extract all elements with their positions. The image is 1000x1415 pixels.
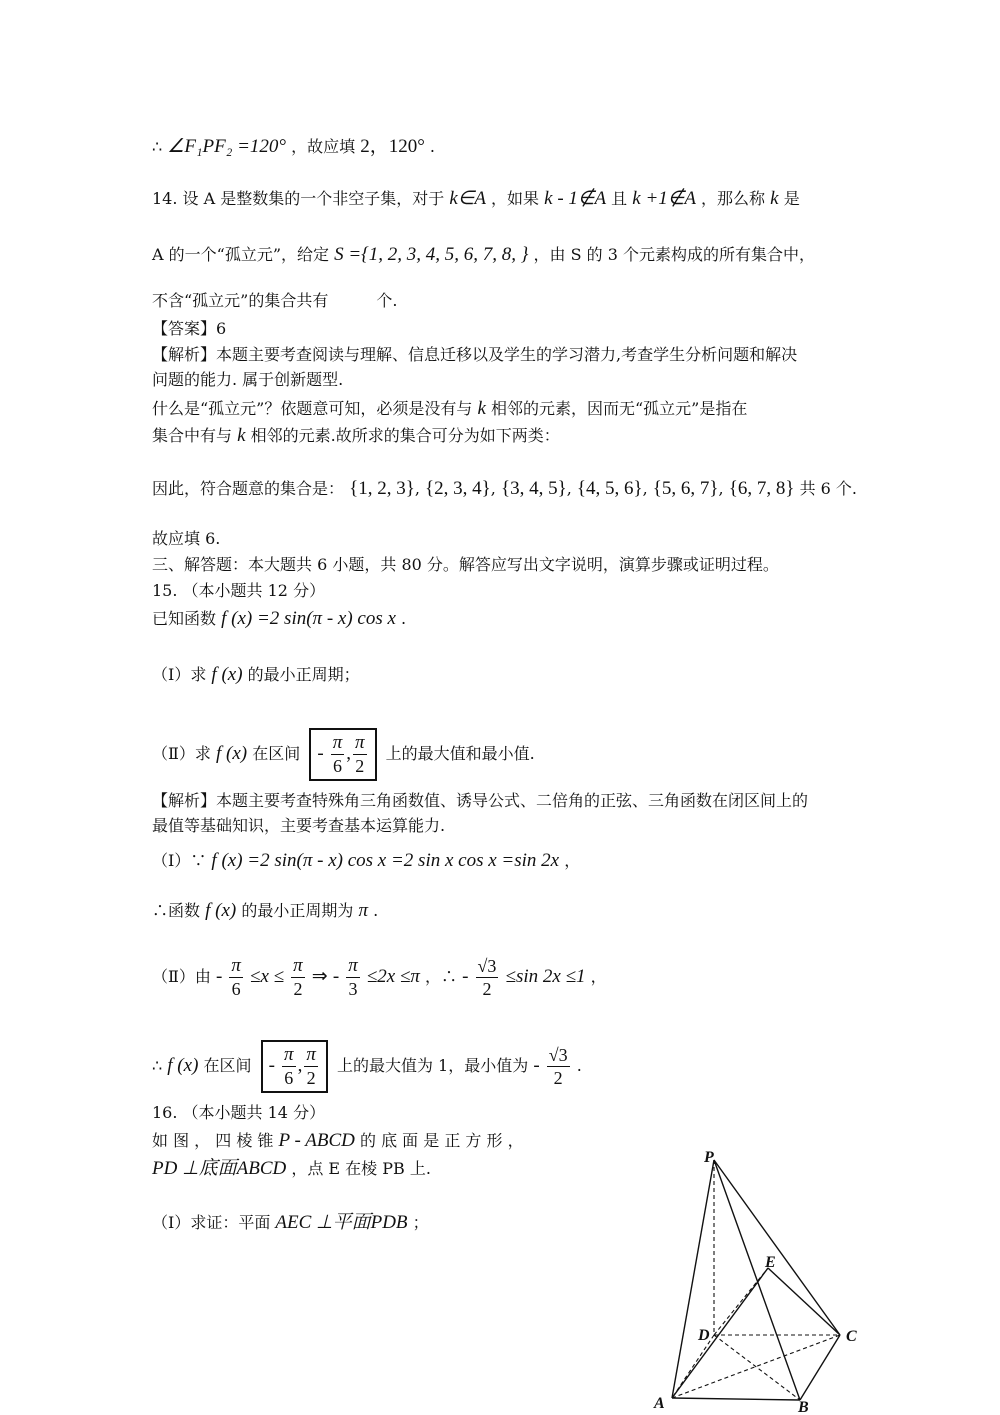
q14-text: ，那么称: [701, 189, 766, 208]
fill-text: ，故应填: [291, 137, 356, 156]
edge-pa: [672, 1160, 714, 1398]
pyramid-figure: [640, 1140, 880, 1415]
label-c: C: [846, 1328, 857, 1345]
denominator: 3: [348, 979, 358, 999]
minus-sign: -: [215, 966, 223, 987]
set-6-elements: 6, 7, 8: [737, 478, 786, 499]
interval-bracket: [261, 1040, 328, 1093]
edge-de-hidden: [714, 1268, 768, 1335]
question-15-heading: 15. （本小题共 12 分）: [152, 581, 326, 600]
sol-math-fx: f (x): [205, 900, 237, 921]
label-p: P: [704, 1149, 714, 1166]
math-k: k: [477, 398, 486, 419]
edge-pb: [714, 1160, 800, 1400]
fraction-pi-3: [346, 955, 360, 1000]
what-line-1: [152, 398, 747, 420]
edge-db-hidden: [714, 1335, 800, 1400]
sets-line: 因此，符合题意的集合是： {1, 2, 3}, {2, 3, 4}, {3, 4, 5}, {4, 5, 6}, {5, 6, 7}, {6, 7, 8} 共 6 个.: [152, 478, 858, 499]
label-e: E: [765, 1254, 776, 1271]
fill-6-line: 故应填 6.: [152, 529, 221, 548]
solution-period: [152, 900, 378, 922]
q14-math-k-in-a: k∈A: [449, 188, 486, 209]
question-14-line-2: [152, 244, 815, 266]
denominator: 2: [293, 979, 303, 999]
q16-text: 的 底 面 是 正 方 形 ，: [359, 1131, 524, 1150]
edge-ab: [672, 1398, 800, 1400]
denominator: 2: [482, 979, 492, 999]
period: .: [429, 137, 436, 156]
numerator: π: [284, 1044, 294, 1065]
q16-math-planes: AEC ⊥平面PDB: [275, 1212, 408, 1233]
set-3-elements: 3, 4, 5: [510, 478, 558, 499]
angle-expression: ∠F₁PF₂ =120°: [167, 136, 287, 157]
set-2: {2, 3, 4}: [425, 478, 491, 499]
question-15-part-1: [152, 664, 360, 686]
minus-sign: -: [462, 966, 469, 987]
q14-text: 且: [611, 189, 628, 208]
q15-text: 上的最大值和最小值.: [385, 744, 535, 763]
section-3-heading: 三、解答题：本大题共 6 小题，共 80 分。解答应写出文字说明，演算步骤或证明过程。: [152, 555, 779, 574]
set-5-elements: 5, 6, 7: [661, 478, 710, 499]
q14-text: 是: [783, 189, 800, 208]
numerator: π: [306, 1044, 316, 1065]
minus-sign: -: [332, 966, 340, 987]
fraction-pi-6: [282, 1044, 296, 1089]
q14-math-k: k: [770, 188, 779, 209]
numerator: π: [332, 732, 343, 753]
question-16-heading: 16. （本小题共 14 分）: [152, 1103, 326, 1122]
fill-answer: 2，120°: [360, 136, 425, 157]
edge-da-hidden: [672, 1335, 714, 1398]
sol-text: ，∴: [425, 967, 458, 986]
fraction-pi-6: [331, 732, 345, 777]
label-b: B: [798, 1399, 809, 1415]
interval-bracket: [309, 728, 376, 781]
solution-part-2: [152, 955, 607, 1000]
period: .: [576, 1056, 582, 1075]
denominator: 2: [306, 1068, 316, 1088]
period: .: [401, 609, 407, 628]
math-k: k: [237, 425, 246, 446]
what-text: 集合中有与: [152, 426, 233, 445]
edge-bc: [800, 1335, 840, 1400]
q15-function-math: f (x) =2 sin(π - x) cos x: [221, 608, 396, 629]
comma: ,: [297, 1055, 303, 1076]
q15-text: 已知函数: [152, 609, 217, 628]
fraction-pi-6: [229, 955, 243, 1000]
denominator: 2: [553, 1068, 563, 1088]
what-line-2: [152, 425, 560, 447]
set-1-elements: 1, 2, 3: [358, 478, 406, 499]
q15-text: 在区间: [252, 744, 301, 763]
fraction-sqrt3-2: [547, 1044, 570, 1089]
q16-text: （Ⅰ）求证：平面: [152, 1213, 271, 1232]
q15-text: 的最小正周期；: [247, 665, 360, 684]
fraction-pi-2: [304, 1044, 318, 1089]
answer-line: 【答案】6: [152, 319, 227, 338]
denominator: 6: [284, 1068, 294, 1088]
sol-text: ，: [590, 967, 607, 986]
numerator: √3: [477, 956, 497, 976]
numerator: √3: [548, 1045, 568, 1065]
sets-prefix: 因此，符合题意的集合是：: [152, 479, 345, 498]
period: .: [373, 901, 379, 920]
sol-math-fx: f (x): [167, 1055, 199, 1076]
sets-suffix: 共 6 个.: [799, 479, 858, 498]
what-text: 相邻的元素.故所求的集合可分为如下两类：: [250, 426, 560, 445]
fraction-pi-2: [291, 955, 305, 1000]
q14-math-k-plus: k +1∉A: [632, 188, 696, 209]
q16-text: 如 图 ， 四 棱 锥: [152, 1131, 274, 1150]
sol-text: 在区间: [203, 1056, 252, 1075]
question-14-line-1: [152, 188, 800, 210]
q16-text: ，点 E 在棱 PB 上.: [291, 1159, 431, 1178]
q16-math-perp: PD ⊥底面ABCD: [152, 1158, 287, 1179]
inequality: ≤2x ≤π: [366, 966, 420, 987]
q15-text: （Ⅰ）求: [152, 665, 207, 684]
q14-set-s: S ={1, 2, 3, 4, 5, 6, 7, 8, }: [334, 244, 529, 265]
question-14-line-3: 不含“孤立元”的集合共有 个.: [152, 291, 398, 310]
sol-text: （Ⅱ）由: [152, 967, 211, 986]
denominator: 6: [231, 979, 241, 999]
numerator: π: [231, 955, 241, 976]
q14-text: 14. 设 A 是整数集的一个非空子集，对于: [152, 189, 445, 208]
solution-result: [152, 1040, 582, 1093]
edge-ae: [672, 1268, 768, 1398]
sol-text: ∴: [152, 1056, 163, 1075]
analysis-15-line-2: 最值等基础知识，主要考查基本运算能力.: [152, 816, 446, 835]
sol-text: 上的最大值为 1，最小值为: [336, 1056, 529, 1075]
denominator: 6: [333, 756, 342, 776]
q15-math-fx: f (x): [211, 664, 243, 685]
set-2-elements: 2, 3, 4: [434, 478, 482, 499]
comma: ,: [346, 743, 352, 764]
minus-sign: -: [533, 1055, 540, 1076]
minus-sign: -: [317, 743, 324, 764]
edge-ec: [768, 1268, 840, 1335]
analysis-line-2: 问题的能力. 属于创新题型.: [152, 370, 344, 389]
q15-text: （Ⅱ）求: [152, 744, 211, 763]
q16-math-pyramid: P - ABCD: [278, 1130, 355, 1151]
numerator: π: [355, 732, 365, 753]
sol-text: ，: [564, 851, 581, 870]
label-d: D: [698, 1327, 710, 1344]
sol-text: 的最小正周期为: [241, 901, 354, 920]
denominator: 2: [355, 756, 365, 776]
set-4-elements: 4, 5, 6: [586, 478, 634, 499]
what-text: 什么是“孤立元”？依题意可知，必须是没有与: [152, 399, 473, 418]
question-16-line-2: [152, 1158, 431, 1180]
label-a: A: [654, 1395, 665, 1412]
analysis-line-1: 【解析】本题主要考查阅读与理解、信息迁移以及学生的学习潜力,考查学生分析问题和解决: [152, 345, 798, 364]
q15-math-fx: f (x): [215, 743, 248, 764]
analysis-15-line-1: 【解析】本题主要考查特殊角三角函数值、诱导公式、二倍角的正弦、三角函数在闭区间上的: [152, 791, 809, 810]
question-15-part-2: [152, 728, 535, 781]
sol-text: （Ⅰ）∵: [152, 851, 207, 870]
set-1: {1, 2, 3}: [349, 478, 415, 499]
set-6: {6, 7, 8}: [728, 478, 795, 499]
set-4: {4, 5, 6}: [576, 478, 643, 499]
inequality: ≤sin 2x ≤1: [505, 966, 586, 987]
sol-math-pi: π: [358, 900, 368, 921]
minus-sign: -: [268, 1055, 275, 1076]
q14-math-k-minus: k - 1∉A: [544, 188, 607, 209]
inequality: ≤x ≤: [250, 966, 285, 987]
implies-symbol: ⇒: [311, 966, 328, 987]
q14-text: ，由 S 的 3 个元素构成的所有集合中，: [533, 245, 815, 264]
question-15-function: [152, 608, 406, 630]
set-5: {5, 6, 7}: [652, 478, 719, 499]
fraction-pi-2: [353, 732, 367, 777]
set-3: {3, 4, 5}: [500, 478, 567, 499]
numerator: π: [348, 955, 358, 976]
q14-text: ，如果: [491, 189, 540, 208]
question-16-part-1: [152, 1212, 429, 1234]
edge-pc: [714, 1160, 840, 1335]
numerator: π: [293, 955, 303, 976]
sol-math: f (x) =2 sin(π - x) cos x =2 sin x cos x =sin 2x: [211, 850, 560, 871]
conclusion-line: [152, 136, 435, 158]
therefore-symbol: ∴: [152, 137, 163, 156]
fraction-sqrt3-2: [476, 955, 499, 1000]
solution-part-1: [152, 850, 580, 872]
q14-text: A 的一个“孤立元”，给定: [152, 245, 330, 264]
q16-text: ；: [412, 1213, 429, 1232]
sol-text: ∴函数: [152, 901, 201, 920]
what-text: 相邻的元素，因而无“孤立元”是指在: [491, 399, 748, 418]
question-16-line-1: [152, 1130, 524, 1152]
